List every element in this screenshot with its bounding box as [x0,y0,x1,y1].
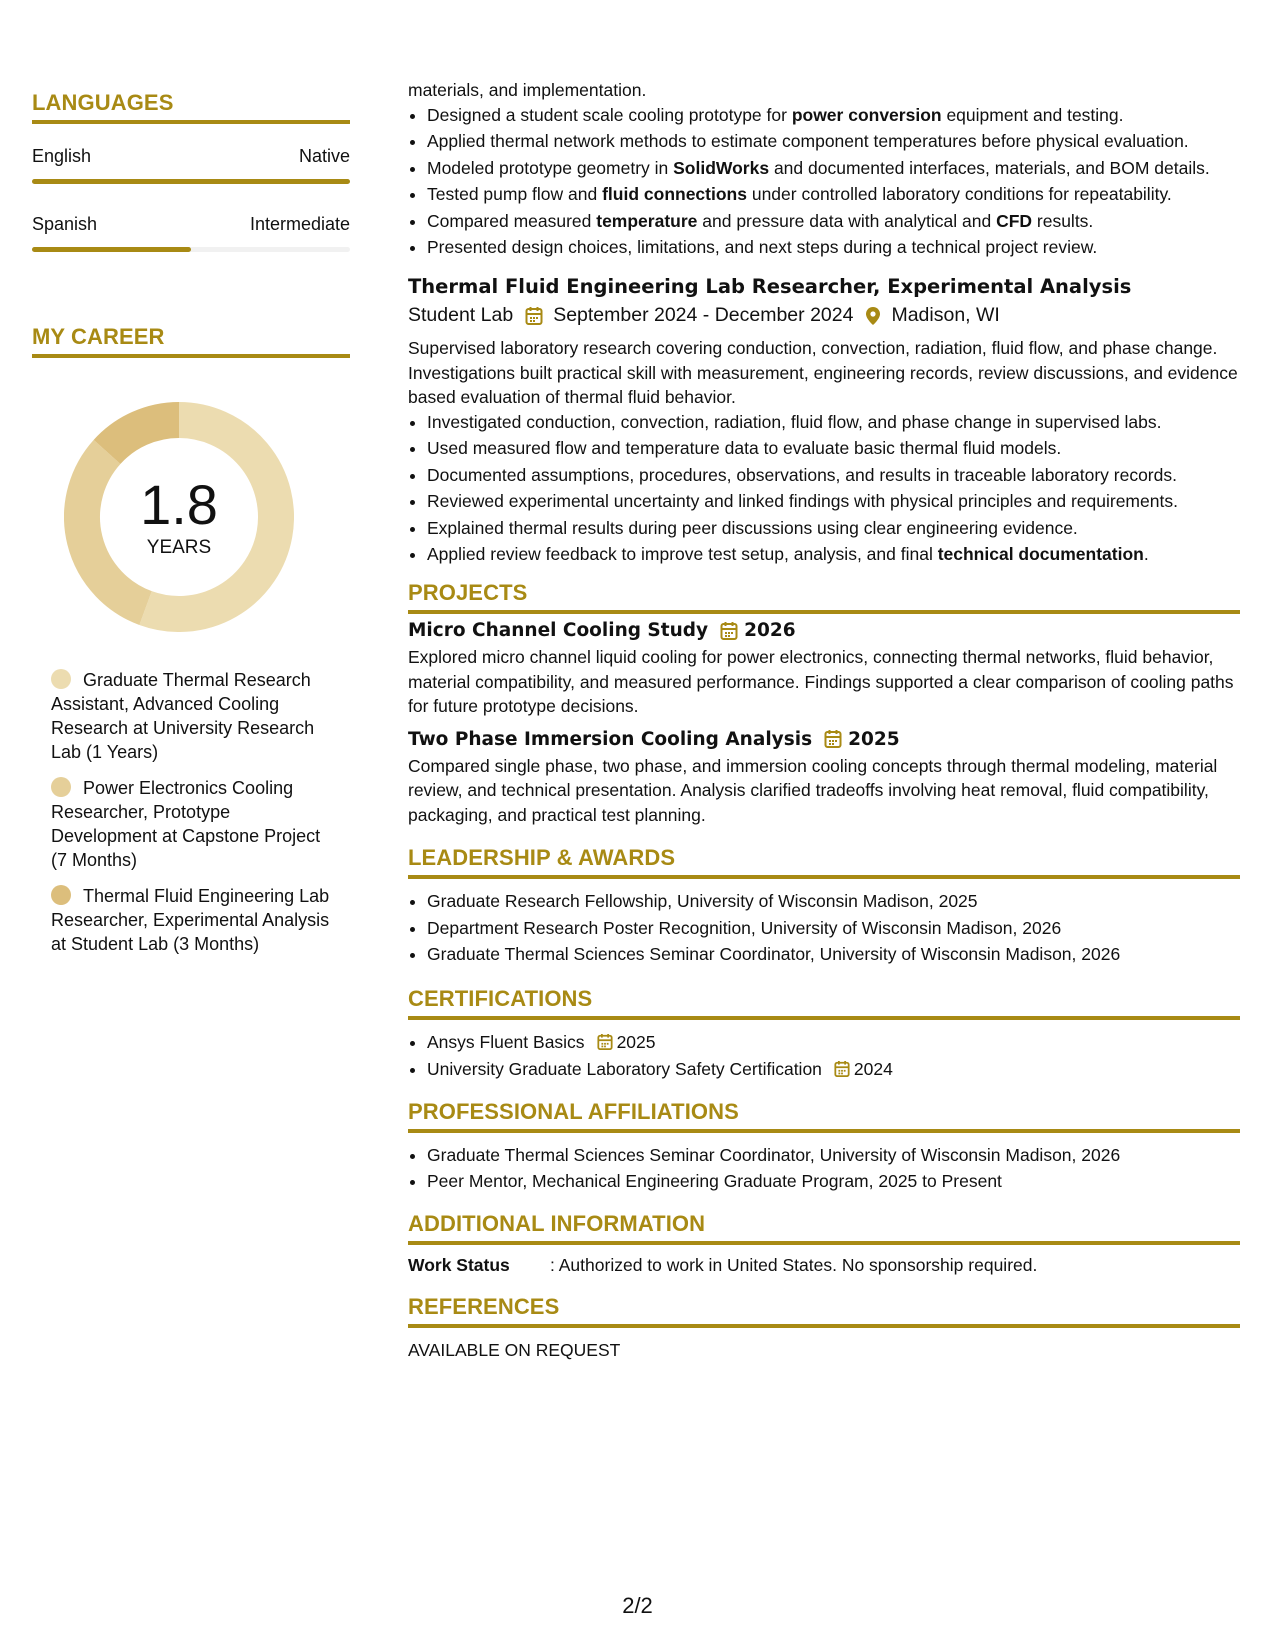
languages-heading: LANGUAGES [32,90,350,124]
legend-dot [51,885,71,905]
job-location: Madison, WI [891,304,1000,326]
location-pin-icon [865,306,881,326]
bullet-bold-text: power conversion [791,104,942,125]
bullet-item [427,235,1240,259]
bullet-text: equipment and testing. [941,104,1124,125]
project-description: Compared single phase, two phase, and immersion cooling concepts through thermal modeling, material review, and technical presentation. Analysis clarified tradeoffs involving heat removal, fluid compatibility, packaging, and practical test planning. [408,755,1218,825]
legend-dot [51,669,71,689]
calendar-icon [525,306,543,326]
projects-section [408,580,1240,827]
bullet-text: and pressure data with analytical and [697,210,997,231]
career-legend-item [51,776,331,872]
leadership-item: • Graduate Research Fellowship, University of Wisconsin Madison, 2025 [427,889,1240,913]
proficiency-fill [32,247,191,252]
career-legend-item [51,668,331,764]
project-year: 2026 [744,620,796,641]
bullet-text: Applied thermal network methods to estimate component temperatures before physical evaluation. [427,131,1189,151]
job-bullets [408,410,1240,567]
career-years-unit: YEARS [146,537,212,558]
bullet-item [427,463,1240,487]
bullet-text: . [1143,544,1149,564]
career-legend-text: Power Electronics Cooling Researcher, Prototype Development at Capstone Project (7 Months) [51,778,321,870]
work-status-value: : Authorized to work in United States. No sponsorship required. [550,1255,1038,1275]
bullet-text: Used measured flow and temperature data to evaluate basic thermal fluid models. [427,438,1062,458]
bullet-bold-text: CFD [996,210,1033,231]
bullet-text: and documented interfaces, materials, and BOM details. [769,157,1210,178]
language-proficiency-bar [32,247,350,252]
bullet-text: Reviewed experimental uncertainty and linked findings with physical principles and requirements. [427,491,1178,511]
bullet-item [427,489,1240,513]
leadership-section [408,845,1240,966]
project-name: Two Phase Immersion Cooling Analysis [408,728,813,750]
leadership-item: • Graduate Thermal Sciences Seminar Coordinator, University of Wisconsin Madison, 2026 [427,942,1240,966]
project-description: Explored micro channel liquid cooling for power electronics, connecting thermal networks, fluid behavior, material compatibility, and measured performance. Findings supported a clear comparison of cooling paths for future prototype decisions. [408,647,1234,716]
job-summary: Supervised laboratory research covering conduction, convection, radiation, fluid flow, and phase change. Investigations built practical skill with measurement, engineering records, review discussions, and evidence based evaluation of thermal fluid behavior. [408,338,1238,407]
bullet-bold-text: SolidWorks [673,157,770,178]
bullet-item [427,129,1240,153]
project-name: Micro Channel Cooling Study [408,620,709,641]
job-company: Student Lab [408,304,514,326]
language-proficiency-bar [32,179,350,184]
leadership-item: • Department Research Poster Recognition, University of Wisconsin Madison, 2026 [427,916,1240,940]
experience-intro-tail: materials, and implementation. [408,80,647,100]
bullet-bold-text: temperature [596,210,698,231]
bullet-text: Compared measured [427,210,597,231]
language-english [32,146,350,184]
bullet-item [427,103,1240,127]
bullet-item [427,182,1240,206]
bullet-text: Explained thermal results during peer discussions using clear engineering evidence. [427,517,1078,538]
legend-dot [51,777,71,797]
calendar-icon [834,1060,850,1078]
experience-top-bullets [408,103,1240,260]
bullet-text: Modeled prototype geometry in [427,157,674,178]
project-year: 2025 [848,728,900,750]
additional-info-heading: ADDITIONAL INFORMATION [408,1211,1240,1245]
bullet-text: Tested pump flow and [427,184,603,204]
job-title: Thermal Fluid Engineering Lab Researcher, Experimental Analysis [408,275,1132,298]
job-meta [408,304,1240,327]
leadership-heading: LEADERSHIP & AWARDS [408,845,1240,879]
certification-year: 2025 [616,1032,656,1052]
affiliation-item: • Graduate Thermal Sciences Seminar Coordinator, University of Wisconsin Madison, 2026 [427,1143,1240,1167]
bullet-text: under controlled laboratory conditions for repeatability. [746,184,1172,204]
job-dates: September 2024 - December 2024 [553,304,854,326]
bullet-item [427,410,1240,434]
calendar-icon [824,729,842,749]
bullet-bold-text: technical documentation [937,544,1144,564]
bullet-item [427,156,1240,180]
page-number: 2/2 [622,1593,653,1618]
certification-name: • Ansys Fluent Basics [427,1032,585,1052]
bullet-item [427,516,1240,540]
affiliations-section [408,1099,1240,1194]
bullet-text: Designed a student scale cooling prototype for [427,104,792,125]
project-item [408,620,1240,719]
bullet-text: Presented design choices, limitations, and next steps during a technical project review. [427,237,1098,257]
career-legend-text: Thermal Fluid Engineering Lab Researcher, Experimental Analysis at Student Lab (3 Months) [51,886,330,954]
career-donut-chart [64,402,294,632]
references-heading: REFERENCES [408,1294,1240,1328]
certification-name: • University Graduate Laboratory Safety Certification [427,1058,822,1079]
career-total-years: 1.8 [140,473,218,536]
career-legend-item [51,884,331,956]
affiliation-item: • Peer Mentor, Mechanical Engineering Graduate Program, 2025 to Present [427,1169,1240,1193]
certification-item [427,1057,1240,1081]
language-level: Native [298,146,350,166]
career-legend-text: Graduate Thermal Research Assistant, Advanced Cooling Research at University Research Lab (1 Years) [51,670,315,762]
certifications-heading: CERTIFICATIONS [408,986,1240,1020]
bullet-text: Documented assumptions, procedures, observations, and results in traceable laboratory records. [427,464,1177,485]
affiliations-heading: PROFESSIONAL AFFILIATIONS [408,1099,1240,1133]
calendar-icon [597,1033,613,1051]
references-text: AVAILABLE ON REQUEST [408,1340,621,1360]
career-legend [51,668,331,956]
certification-item [427,1030,1240,1054]
additional-info-section [408,1211,1240,1276]
proficiency-fill [32,179,350,184]
left-column [32,90,350,968]
language-level: Intermediate [249,214,350,234]
bullet-item [427,209,1240,233]
bullet-text: results. [1032,210,1094,231]
calendar-icon [720,621,738,641]
bullet-bold-text: fluid connections [602,184,747,204]
bullet-text: Applied review feedback to improve test setup, analysis, and final [427,544,938,564]
bullet-item [427,542,1240,566]
bullet-text: Investigated conduction, convection, radiation, fluid flow, and phase change in supervised labs. [427,411,1162,432]
bullet-item [427,436,1240,460]
project-item [408,729,1240,828]
language-name: Spanish [32,214,98,234]
references-section [408,1294,1240,1363]
certifications-section [408,986,1240,1081]
projects-heading: PROJECTS [408,580,1240,614]
right-column [408,78,1240,1363]
career-heading: MY CAREER [32,324,350,358]
work-status-label: Work Status [408,1255,510,1275]
language-spanish [32,214,350,252]
language-name: English [32,146,92,166]
certification-year: 2024 [853,1058,893,1079]
